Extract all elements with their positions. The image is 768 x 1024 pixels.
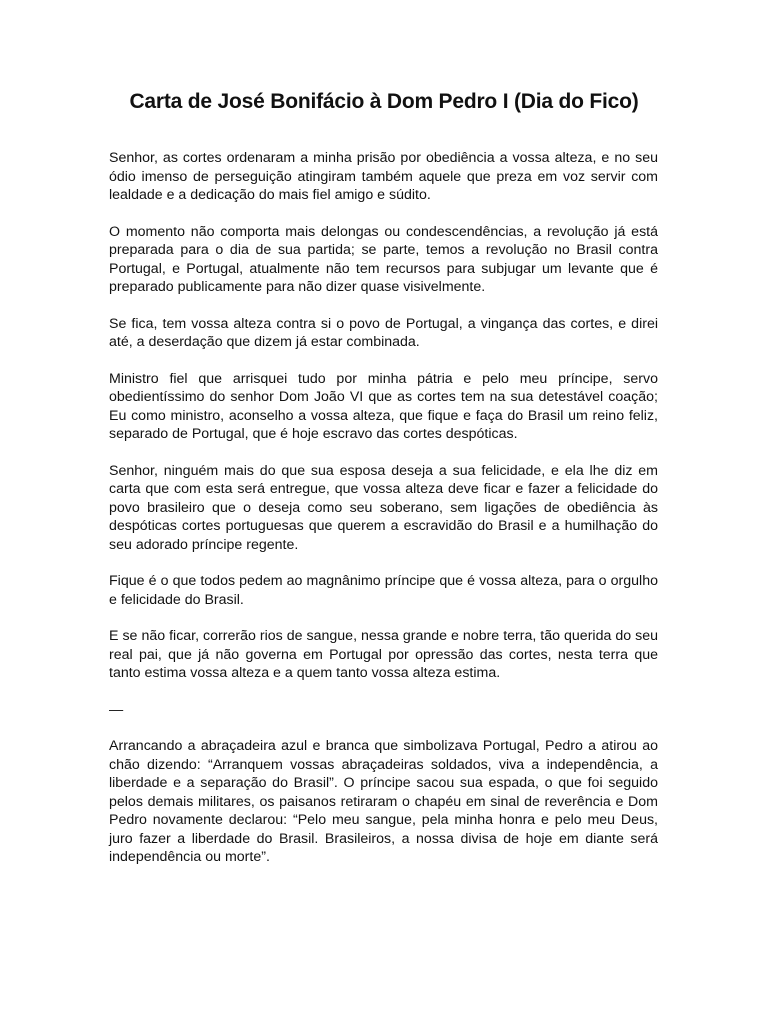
paragraph-3: Se fica, tem vossa alteza contra si o povo de Portugal, a vingança das cortes, e direi até, a deserdação que dizem já estar combinada. — [109, 315, 658, 350]
document-title: Carta de José Bonifácio à Dom Pedro I (Dia do Fico) — [129, 90, 639, 113]
paragraph-5: Senhor, ninguém mais do que sua esposa deseja a sua felicidade, e ela lhe diz em carta que com esta será entregue, que vossa alteza deve ficar e fazer a felicidade do povo brasileiro que o deseja como seu soberano, sem ligações de obediência às despóticas cortes portuguesas que querem a escravidão do Brasil e a humilhação do seu adorado príncipe regente. — [109, 462, 658, 553]
paragraph-1: Senhor, as cortes ordenaram a minha prisão por obediência a vossa alteza, e no seu ódio imenso de perseguição atingiram também aquele que preza em voz servir com lealdade e a dedicação do mais fiel amigo e súdito. — [109, 150, 658, 203]
paragraph-8: Arrancando a abraçadeira azul e branca que simbolizava Portugal, Pedro a atirou ao chão dizendo: “Arranquem vossas abraçadeiras soldados, viva a independência, a liberdade e a separação do Brasil”. O príncipe sacou sua espada, o que foi seguido pelos demais militares, os paisanos retiraram o chapéu em sinal de reverência e Dom Pedro novamente declarou: “Pelo meu sangue, pela minha honra e pelo meu Deus, juro fazer a liberdade do Brasil. Brasileiros, a nossa divisa de hoje em diante será independência ou morte”. — [109, 738, 658, 865]
section-separator: — — [109, 701, 124, 718]
paragraph-4: Ministro fiel que arrisquei tudo por minha pátria e pelo meu príncipe, servo obedientíssimo do senhor Dom João VI que as cortes tem na sua detestável coação; Eu como ministro, aconselho a vossa alteza, que fique e faça do Brasil um reino feliz, separado de Portugal, que é hoje escravo das cortes despóticas. — [109, 370, 658, 442]
paragraph-7: E se não ficar, correrão rios de sangue, nessa grande e nobre terra, tão querida do seu real pai, que já não governa em Portugal por opressão das cortes, nesta terra que tanto estima vossa alteza e a quem tanto vossa alteza estima. — [109, 628, 658, 681]
paragraph-6: Fique é o que todos pedem ao magnânimo príncipe que é vossa alteza, para o orgulho e felicidade do Brasil. — [109, 573, 658, 608]
paragraph-2: O momento não comporta mais delongas ou condescendências, a revolução já está preparada para o dia de sua partida; se parte, temos a revolução no Brasil contra Portugal, e Portugal, atualmente não tem recursos para subjugar um levante que é preparado publicamente para não dizer quase visivelmente. — [109, 223, 658, 295]
document-body — [109, 149, 658, 885]
